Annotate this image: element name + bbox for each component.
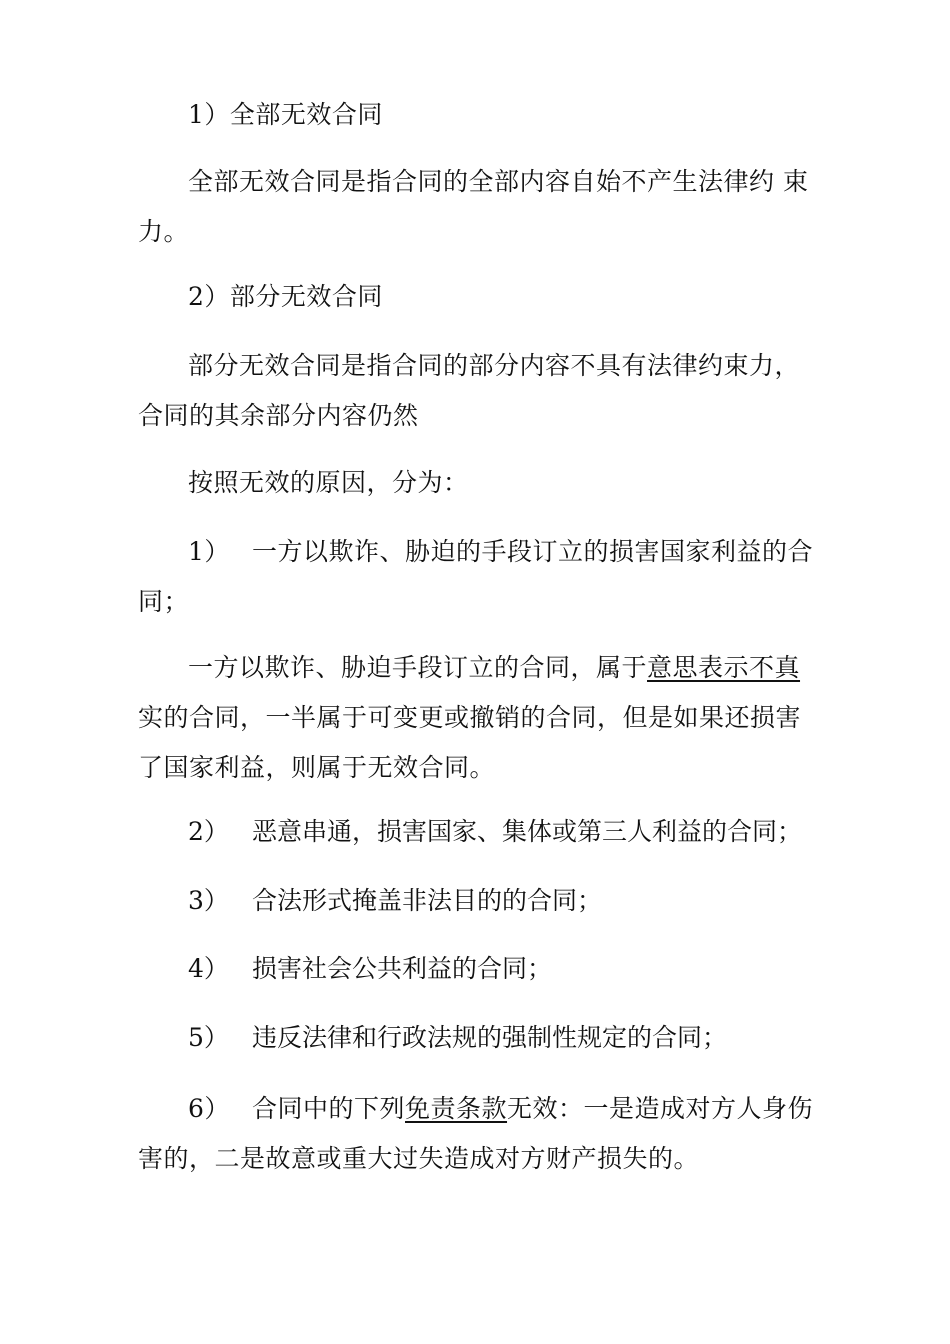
underlined-term: 免责条款 bbox=[405, 1094, 508, 1123]
underlined-term: 意思表示不真 bbox=[647, 653, 801, 682]
list-item-number: 3） bbox=[188, 886, 229, 915]
list-item-2 bbox=[138, 807, 818, 857]
paragraph-full-invalid-definition bbox=[138, 157, 818, 257]
list-item-text: 合同中的下列 bbox=[252, 1094, 406, 1123]
heading-text: 1）全部无效合同 bbox=[188, 100, 383, 129]
list-item-text: 损害社会公共利益的合同； bbox=[252, 954, 553, 983]
paragraph-line: 力。 bbox=[138, 217, 190, 246]
list-item-5 bbox=[138, 1013, 818, 1063]
list-item-text: 违反法律和行政法规的强制性规定的合同； bbox=[252, 1023, 728, 1052]
list-item-line bbox=[138, 1084, 818, 1134]
heading-partial-invalid-contract bbox=[138, 272, 818, 322]
list-item-1 bbox=[138, 527, 818, 627]
list-item-6 bbox=[138, 1084, 818, 1184]
paragraph-line: 合同的其余部分内容仍然 bbox=[138, 401, 419, 430]
list-item-line: 同； bbox=[138, 587, 190, 616]
paragraph-fraud-explanation bbox=[138, 643, 818, 793]
list-item-text: 恶意串通，损害国家、集体或第三人利益的合同； bbox=[252, 817, 803, 846]
list-item-number: 1） bbox=[188, 537, 230, 566]
paragraph-partial-invalid-definition bbox=[138, 341, 818, 441]
list-item-text: 无效：一是造成对方人身伤 bbox=[507, 1094, 814, 1123]
list-item-text: 合法形式掩盖非法目的的合同； bbox=[252, 886, 603, 915]
list-item-number: 6） bbox=[188, 1094, 230, 1123]
paragraph-line: 实的合同，一半属于可变更或撤销的合同，但是如果还损害 bbox=[138, 703, 802, 732]
paragraph-text: 一方以欺诈、胁迫手段订立的合同，属于 bbox=[188, 653, 648, 682]
list-item-number: 5） bbox=[188, 1023, 229, 1052]
list-item-number: 4） bbox=[188, 954, 229, 983]
list-item-number: 2） bbox=[188, 817, 229, 846]
paragraph-line bbox=[138, 643, 818, 693]
paragraph-line: 了国家利益，则属于无效合同。 bbox=[138, 753, 496, 782]
heading-text: 2）部分无效合同 bbox=[188, 282, 383, 311]
paragraph-line: 全部无效合同是指合同的全部内容自始不产生法律约 束 bbox=[188, 167, 809, 196]
paragraph-line: 部分无效合同是指合同的部分内容不具有法律约束力， bbox=[188, 351, 801, 380]
list-item-text: 一方以欺诈、胁迫的手段订立的损害国家利益的合 bbox=[252, 537, 814, 566]
list-item-3 bbox=[138, 876, 818, 926]
list-item-line: 害的，二是故意或重大过失造成对方财产损失的。 bbox=[138, 1144, 700, 1173]
paragraph-classification-intro bbox=[138, 458, 818, 508]
list-item-line bbox=[138, 527, 818, 577]
paragraph-text: 按照无效的原因，分为： bbox=[188, 468, 469, 497]
heading-full-invalid-contract bbox=[138, 90, 818, 140]
list-item-4 bbox=[138, 944, 818, 994]
